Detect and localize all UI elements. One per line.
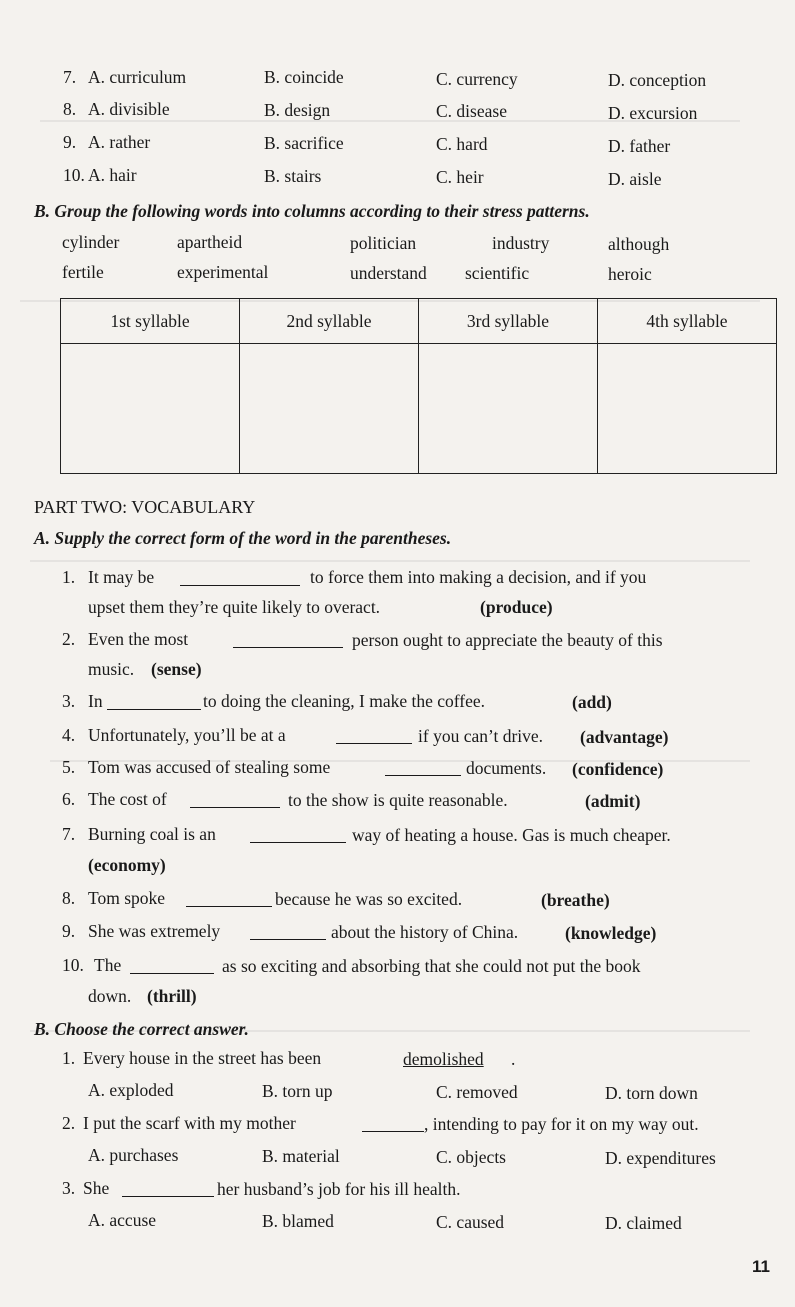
option-c: C. hard — [436, 134, 488, 154]
option-c: C. disease — [436, 101, 507, 121]
answer-cell-4th[interactable] — [598, 344, 777, 474]
answer-blank[interactable] — [107, 691, 201, 710]
page-number: 11 — [752, 1257, 770, 1276]
option-a[interactable]: A. accuse — [88, 1210, 157, 1230]
answer-cell-1st[interactable] — [61, 344, 240, 474]
answer-blank[interactable] — [190, 789, 280, 808]
answer-blank[interactable] — [180, 567, 300, 586]
option-a: A. hair — [88, 165, 137, 185]
col-header-3rd-syllable: 3rd syllable — [419, 299, 598, 344]
option-d[interactable]: D. torn down — [605, 1083, 698, 1103]
col-header-1st-syllable: 1st syllable — [61, 299, 240, 344]
col-header-2nd-syllable: 2nd syllable — [240, 299, 419, 344]
option-c[interactable]: C. removed — [436, 1082, 518, 1102]
option-b: B. design — [264, 100, 331, 120]
section-b-title: B. Group the following words into columns according to their stress patterns. — [34, 201, 590, 221]
answer-blank[interactable] — [186, 888, 272, 907]
option-d: D. aisle — [608, 169, 662, 189]
option-d[interactable]: D. expenditures — [605, 1148, 716, 1168]
answer-blank[interactable] — [130, 955, 214, 974]
answer-blank[interactable] — [362, 1113, 424, 1132]
option-b[interactable]: B. blamed — [262, 1211, 334, 1231]
answer-blank[interactable] — [385, 757, 461, 776]
option-d: D. conception — [608, 70, 707, 90]
option-c: C. heir — [436, 167, 484, 187]
option-a: A. divisible — [88, 99, 170, 119]
option-b[interactable]: B. torn up — [262, 1081, 333, 1101]
option-c[interactable]: C. caused — [436, 1212, 505, 1232]
underlined-word: demolished — [403, 1049, 484, 1069]
option-c[interactable]: C. objects — [436, 1147, 506, 1167]
option-a[interactable]: A. purchases — [88, 1145, 179, 1165]
option-d[interactable]: D. claimed — [605, 1213, 682, 1233]
option-c: C. currency — [436, 69, 518, 89]
option-b[interactable]: B. material — [262, 1146, 340, 1166]
option-a: A. rather — [88, 132, 151, 152]
answer-blank[interactable] — [122, 1178, 214, 1197]
option-d: D. father — [608, 136, 671, 156]
option-b: B. sacrifice — [264, 133, 344, 153]
stress-pattern-table — [60, 298, 777, 474]
vocab-section-b-title: B. Choose the correct answer. — [34, 1019, 249, 1039]
part-two-title: PART TWO: VOCABULARY — [34, 497, 256, 517]
answer-cell-3rd[interactable] — [419, 344, 598, 474]
answer-cell-2nd[interactable] — [240, 344, 419, 474]
vocab-section-a-title: A. Supply the correct form of the word in the parentheses. — [34, 528, 452, 548]
option-a[interactable]: A. exploded — [88, 1080, 174, 1100]
answer-blank[interactable] — [250, 824, 346, 843]
option-b: B. coincide — [264, 67, 344, 87]
answer-blank[interactable] — [233, 629, 343, 648]
col-header-4th-syllable: 4th syllable — [598, 299, 777, 344]
option-b: B. stairs — [264, 166, 322, 186]
answer-blank[interactable] — [336, 725, 412, 744]
answer-blank[interactable] — [250, 921, 326, 940]
option-d: D. excursion — [608, 103, 698, 123]
option-a: A. curriculum — [88, 67, 187, 87]
